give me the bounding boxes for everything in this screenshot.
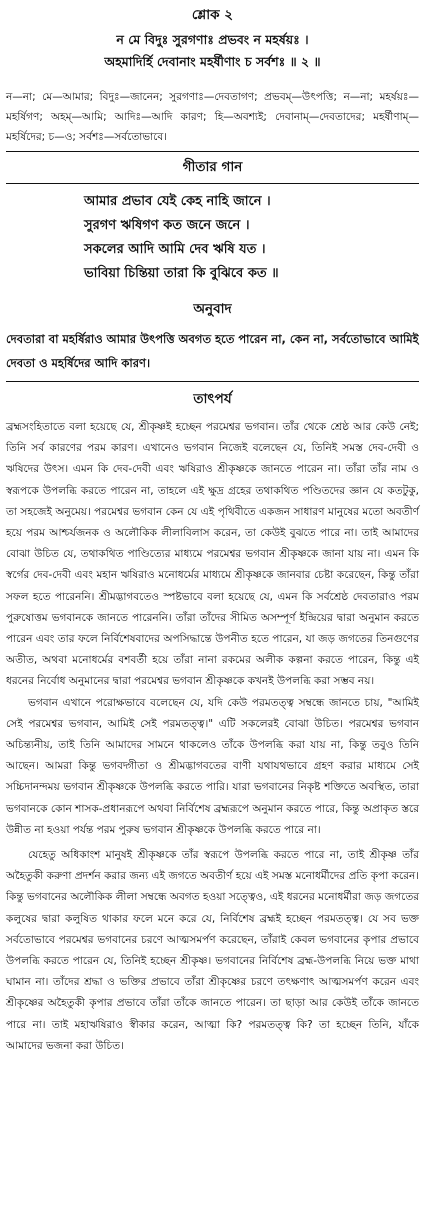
translation-section: [6, 327, 419, 375]
divider: [6, 183, 419, 184]
verse-number-title: শ্লোক ২: [191, 7, 234, 23]
purport-heading: তাৎপর্য: [193, 391, 232, 407]
verse-header: [6, 0, 419, 27]
divider: [6, 381, 419, 382]
purport-section: [6, 417, 419, 1057]
translation-header: [6, 298, 419, 321]
translation-text: দেবতারা বা মহর্ষিরাও আমার উৎপত্তি অবগত হতে পারেন না, কেন না, সর্বতোভাবে আমিই দেবতা ও মহর্ষিদের আদি কারণ।: [6, 332, 419, 370]
song-header: [6, 156, 419, 179]
purport-paragraph: ব্রহ্মসংহিতাতে বলা হয়েছে যে, শ্রীকৃষ্ণই হচ্ছেন পরমেশ্বর ভগবান। তাঁর থেকে শ্রেষ্ঠ আর কেউ নেই; তিনি সর্ব কারণের পরম কারণ। এখানেও ভগবান নিজেই বলেছেন যে, তিনিই সমস্ত দেব-দেবী ও ঋষিদের উৎস। এমন কি দেব-দেবী এবং ঋষিরাও শ্রীকৃষ্ণকে জানতে পারেন না। তাঁরা তাঁর নাম ও স্বরূপকে উপলব্ধি করতে পারেন না, তাহলে এই ক্ষুদ্র গ্রহের তথাকথিত পণ্ডিতদের জ্ঞান যে কতটুকু, তা সহজেই অনুমেয়। পরমেশ্বর ভগবান কেন যে এই পৃথিবীতে একজন সাধারণ মানুষের মতো অবতীর্ণ হয়ে পরম আশ্চর্যজনক ও অলৌকিক লীলাবিলাস করেন, তা কেউই বুঝতে পারে না। তাই আমাদের বোঝা উচিত যে, তথাকথিত পাণ্ডিত্যের মাধ্যমে পরমেশ্বর ভগবান শ্রীকৃষ্ণকে জানা যায় না। এমন কি স্বর্গের দেব-দেবী এবং মহান ঋষিরাও মনোধর্মের মাধ্যমে শ্রীকৃষ্ণকে জানবার চেষ্টা করেছেন, কিন্তু তাঁরা সফল হতে পারেননি। শ্রীমদ্ভাগবতেও স্পষ্টভাবে বলা হয়েছে যে, এমন কি সর্বশ্রেষ্ঠ দেবতারাও পরম পুরুষোত্তম ভগবানকে জানতে পারেননি। তাঁরা তাঁদের সীমিত অসম্পূর্ণ ইন্দ্রিয়ের দ্বারা অনুমান করতে পারেন এবং তার ফলে নির্বিশেষবাদের অপসিদ্ধান্তে উপনীত হতে পারেন, যা জড় জগতের তিনগুণের অতীত, অথবা মনোধর্মের বশবর্তী হয়ে তাঁরা নানা রকমের অলীক কল্পনা করতে পারেন, কিন্তু এই ধরনের নির্বোধ অনুমানের দ্বারা পরমেশ্বর ভগবান শ্রীকৃষ্ণকে কখনই উপলব্ধি করা সম্ভব নয়।: [6, 421, 419, 688]
divider: [6, 151, 419, 152]
sanskrit-verse: [6, 29, 419, 73]
song-line: সকলের আদি আমি দেব ঋষি যত ।: [84, 242, 266, 257]
purport-header: [6, 388, 419, 411]
song-line: ভাবিয়া চিন্তিয়া তারা কি বুঝিবে কত ॥: [84, 266, 279, 281]
translation-heading: অনুবাদ: [193, 301, 232, 317]
song-heading: গীতার গান: [182, 159, 243, 175]
verse-line: ন মে বিদুঃ সুরগণাঃ প্রভবং ন মহর্ষয়ঃ ।: [116, 32, 309, 47]
verse-line: অহমাদির্হি দেবানাং মহর্ষীণাং চ সর্বশঃ ॥ ২ ॥: [104, 54, 321, 69]
song-line: আমার প্রভাব যেই কেহ নাহি জানে ।: [84, 194, 271, 209]
song-line: সুরগণ ঋষিগণ কত জনে জনে ।: [84, 218, 250, 233]
purport-paragraph: ভগবান এখানে পরোক্ষভাবে বলেছেন যে, যদি কেউ পরমতত্ত্ব সম্বন্ধে জানতে চায়, "আমিই সেই পরমেশ্বর ভগবান, আমিই সেই পরমতত্ত্ব।" এটি সকলেরই বোঝা উচিত। পরমেশ্বর ভগবান অচিন্ত্যনীয়, তাই তিনি আমাদের সামনে থাকলেও তাঁকে উপলব্ধি করা যায় না, কিন্তু তবুও তিনি আছেন। আমরা কিন্তু ভগবদ্গীতা ও শ্রীমদ্ভাগবতের বাণী যথাযথভাবে গ্রহণ করার মাধ্যমে সেই সচ্চিদানন্দময় ভগবান শ্রীকৃষ্ণকে উপলব্ধি করতে পারি। যারা ভগবানের নিকৃষ্ট শক্তিতে অবস্থিত, তারা ভগবানকে কোন শাসক-প্রধানরূপে অথবা নির্বিশেষ ব্রহ্মরূপে অনুমান করতে পারে, কিন্তু অপ্রাকৃত স্তরে উন্নীত না হওয়া পর্যন্ত পরম পুরুষ ভগবান শ্রীকৃষ্ণকে উপলব্ধি করতে পারে না।: [6, 696, 419, 836]
purport-paragraph: যেহেতু অধিকাংশ মানুষই শ্রীকৃষ্ণকে তাঁর স্বরূপে উপলব্ধি করতে পারে না, তাই শ্রীকৃষ্ণ তাঁর অহৈতুকী করুণা প্রদর্শন করার জন্য এই জগতে অবতীর্ণ হয়ে এই সমস্ত মনোধর্মীদের প্রতি কৃপা করেন। কিন্তু ভগবানের অলৌকিক লীলা সম্বন্ধে অবগত হওয়া সত্ত্বেও, এই ধরনের মনোধর্মীরা জড় জগতের কলুষের দ্বারা কলুষিত থাকার ফলে মনে করে যে, নির্বিশেষ ব্রহ্মই হচ্ছেন পরমতত্ত্ব। যে সব ভক্ত সর্বতোভাবে পরমেশ্বর ভগবানের চরণে আত্মসমর্পণ করেছেন, তাঁরাই কেবল ভগবানের কৃপার প্রভাবে উপলব্ধি করতে পারেন যে, তিনিই হচ্ছেন শ্রীকৃষ্ণ। ভগবানের নির্বিশেষ ব্রহ্ম-উপলব্ধি নিয়ে ভক্ত মাথা ঘামান না। তাঁদের শ্রদ্ধা ও ভক্তির প্রভাবে তাঁরা শ্রীকৃষ্ণের চরণে তৎক্ষণাৎ আত্মসমর্পণ করেন এবং শ্রীকৃষ্ণের অহৈতুকী কৃপার প্রভাবে তাঁরা তাঁকে জানতে পারেন। তা ছাড়া আর কেউই তাঁকে জানতে পারে না। তাই মহাঋষিরাও স্বীকার করেন, আত্মা কি? পরমতত্ত্ব কি? তা হচ্ছেন তিনি, যাঁকে আমাদের ভজনা করা উচিত।: [6, 849, 419, 1052]
song-section: [6, 190, 419, 286]
synonyms-text: ন—না; মে—আমার; বিদুঃ—জানেন; সুরগণাঃ—দেবতাগণ; প্রভবম্—উৎপত্তি; ন—না; মহর্ষয়ঃ—মহর্ষিগণ; অহম্—আমি; আদিঃ—আদি কারণ; হি—অবশ্যই; দেবানাম্—দেবতাদের; মহর্ষীণাম্—মহর্ষিদের; চ—ও; সর্বশঃ—সর্বতোভাবে।: [6, 91, 419, 143]
synonyms-section: [6, 87, 419, 147]
